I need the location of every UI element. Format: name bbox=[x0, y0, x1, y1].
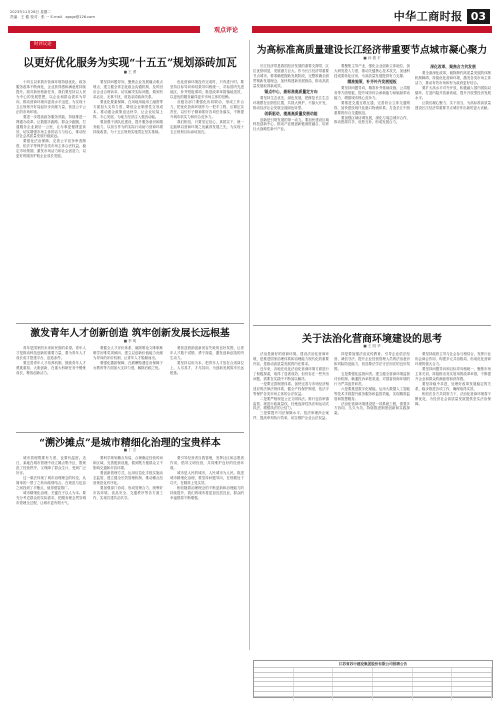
article-5-column-3: 要引导经营者自我管理，发挥社区和志愿者作用，倡导文明经营，共同维护良好的经营环境。 城市是人民的城市，人民城市为人民。推进城市精细化治理，要坚持问题导向，在细微处下功夫，在精准上见实效。 相信随着治理理念的不断更新和治理能力的持续提升，我们的城市将更加宜居宜业，群众的幸福感将不断增强。 bbox=[170, 456, 244, 500]
recruitment-ad bbox=[253, 660, 493, 698]
article-4-column-1: 法治是最好的营商环境。建设法治化营商环境，是推进国家治理体系和治理能力现代化的重要内容，是推动高质量发展的内在要求。 近年来，各地在优化法治化营商环境方面进行了积极探索，取得了显著成效，但仍存在一些突出问题，需要在实践中不断加以解决。 一是要完善制度体系。加快完善与市场经济相适应的法律法规体系，健全产权保护制度，依法平等保护各类市场主体的合法权益。 二是要严格规范公正文明执法。推行包容审慎监管，规范行政裁量权，杜绝选择性执法和运动式执法，增强执法的公信力。 三是要提升司法保障水平。依法审理涉企案件，提高审判执行效率，切实维护企业合法权益。 bbox=[253, 352, 329, 421]
article-3-column-2: 要健全人才评价体系，破除唯论文唯职称唯学历唯奖项倾向，建立以创新价值能力贡献为导向的评价机制，让青年人才脱颖而出。 要强化激励保障，在薪酬待遇住房保障子女教育等方面加大支持力度，解除后顾之忧。 bbox=[93, 346, 163, 370]
article-3-column-3: 要营造鼓励创新宽容失败的良好氛围，让青年人才敢于试错、勇于探索，激发创新创造的内生动力。 要坚持以用为本，把青年人才放在合适岗位上，人尽其才、才尽其用，为创新发展筑牢长远根基。 bbox=[170, 346, 244, 375]
article-2-subhead-4: 深化改革，聚焦合力共发展 bbox=[430, 64, 476, 69]
article-4-author: ■ 王 明 华 bbox=[363, 344, 381, 348]
article-5-author: ■ 丁 言 bbox=[123, 448, 137, 452]
divider-line bbox=[253, 325, 491, 326]
article-3-author: ■ 李 明 bbox=[123, 339, 137, 343]
article-2-column-1: 长江经济带是我国经济发展的重要支撑带，区位优势明显，发展潜力巨大。作为长江经济带重要节点城市，要准确把握新发展阶段，完整准确全面贯彻新发展理念，加快构建新发展格局，推动高质量发展取得新成效。 锚点中心，高标准高质量定方向 要坚持生态优先、绿色发展，把修复长江生态环境摆在压倒性位置，共抓大保护、不搞大开发，推动经济社会发展全面绿色转型。 创新驱动，提高高质量发展动能 创新是引领发展的第一动力。要加快建设区域科技创新中心，推动产业链创新链深度融合，培育壮大战略性新兴产业。 bbox=[253, 64, 329, 132]
article-2-column-3: 深化改革，聚焦合力共发展 要全面深化改革，破除制约高质量发展的体制机制障碍，持续优化营商环境，激发各类市场主体活力，推动有效市场和有为政府更好结合。 要扩大高水平对外开放，积极融入国内国际双循环，打造内陆开放新高地，提升开放型经济发展水平。 让我们凝心聚力、实干担当，为高标准高质量建设长江经济带重要节点城市作出新的更大贡献。 bbox=[415, 64, 491, 110]
article-4-column-3: 要坚持政府主导与社会参与相结合，发挥行业协会商会作用，构建多元共治格局，形成优化营商环境的强大合力。 要坚持问题导向和目标导向相统一，聚焦市场主体关切，持续推出务实管用的改革举措，不断提升企业和群众的满意度和获得感。 要坚持稳中求进，处理好改革发展稳定的关系，稳步推进各项工作，确保取得实效。 相信在各方共同努力下，法治化营商环境将不断优化，为经济社会高质量发展提供坚实法治保障。 bbox=[415, 352, 491, 406]
paper-name: 中华工商时报 bbox=[393, 10, 463, 23]
section-title: 观点评论 bbox=[200, 24, 252, 35]
article-3-title: 激发青年人才创新创造 筑牢创新发展长远根基 bbox=[30, 328, 230, 339]
article-5-column-1: 城市管理既要有力度，也要有温度。近日，某地在城市管理中设立摊点集中区，既规范了经营秩序，又保障了群众生计，受到广泛好评。 这一做法体现了城市治理理念的转变，从简单的一禁了之转向疏堵结合，在规范与包容之间找到了平衡点，值得借鉴推广。 城市精细化治理，关键在于以人为本。要充分考虑群众的实际需求，把服务理念贯穿城市管理全过程，让城市更有烟火气。 bbox=[16, 456, 86, 505]
article-1-column-2: 要坚持问题导向，聚焦企业发展痛点难点堵点，建立健全常态化政企沟通机制，及时回应企业合理诉求，切实解决实际问题，做到有求必应、无事不扰，营造亲清政商关系。 要优化要素保障，在用地用能用工融资等方面加大支持力度，降低企业制度性交易成本，推动惠企政策直达快享，让企业轻装上阵、专心发展，为地方经济注入强劲动能。 要加强干部队伍建设，提升服务意识和服务能力，以担当作为的实际行动助力营商环境持续改善，为十五五规划实施奠定坚实基础。 bbox=[93, 80, 163, 134]
article-5-column-2: 要科学规划摊点布局，合理确定经营时间和区域，完善配套设施，做到既方便群众又不影响交通和市容环境。 要创新管理方式，运用信息化手段实施动态监管，建立健全长效管理机制，推动摊点经营规范化有序化。 要加强部门协同，形成管理合力，统筹好市容环境、食品安全、交通秩序等各方面工作，实现共建共治共享。 bbox=[93, 456, 163, 500]
date-line: 2023年11月28日 星期二 bbox=[10, 10, 51, 14]
article-2-title: 为高标准高质量建设长江经济带重要节点城市凝心聚力 bbox=[256, 45, 488, 56]
article-3-column-1: 青年是国家的未来和民族的希望。青年人才是推动科技创新的重要力量，要为青年人才成长成才搭建平台、创造条件。 要完善青年人才培养机制，鼓励青年人才勇挑重担、大胆创新，在重大科研任务中锻炼成长，释放创新活力。 bbox=[16, 346, 86, 375]
article-4-column-2: 四是要加强法治宣传教育。引导企业依法经营、诚信守法，提升企业经营管理人员的法治意识和风险防范能力，营造尊法学法守法用法的良好氛围。 五是要强化监督问责。建立健全营商环境监督评价机制，畅通投诉举报渠道，对损害营商环境的行为严肃追责问责。 六是要推进数字化赋能。运用大数据人工智能等技术手段提升政务服务和监管效能，实现精准监管和智慧服务。 法治化营商环境建设是一项系统工程，需要多方协同、久久为功，持续推进制度创新和实践探索。 bbox=[334, 352, 410, 416]
article-1-column-3: 优化营商环境没有完成时，只有进行时。要坚持目标导向和结果导向相统一，对标国内先进地区，补齐短板弱项，推进改革举措落地见效，以更优的服务赢得更多市场主体的信赖。 各级各部门要强化协同联动，形成工作合力，把优化营商环境作为一把手工程，压紧压实责任，以钉钉子精神抓好各项任务落实，不断提升城市软实力和综合竞争力。 我们相信，只要坚定信心、真抓实干，就一定能够以营商环境之优赢得发展之先，为实现十五五规划目标添砖加瓦。 bbox=[170, 80, 244, 134]
article-5-title: “溯沙摊点”是城市精细化治理的宝贵样本 bbox=[39, 438, 221, 449]
article-1-title: 以更好优化服务为实现“十五五”规划添砖加瓦 bbox=[23, 57, 237, 69]
editor-line: 责编：王 健 校对：张 一 E-mail：zgsgz@126.com bbox=[10, 15, 95, 19]
article-4-title: 关于法治化营商环境建设的思考 bbox=[302, 334, 442, 345]
article-2-column-2: 要聚焦主导产业，强化企业创新主体地位，加大研发投入力度，推动关键核心技术攻关，加速科技成果转化应用，为高质量发展提供有力支撑。 精准施策，补齐补齐发展短板 要坚持问题导向，精准补齐基础设施、公共服务等方面短板，提升城市综合承载能力和辐射带动能力，增强城市核心竞争力。 要推进交通互联互通，完善综合立体交通网络，加快建设现代化港口物流体系，打造长江中游重要的综合交通枢纽。 要加强区域协调发展，深化与周边城市合作，推动资源共享、优势互补，形成发展合力。 bbox=[334, 64, 410, 125]
article-1-column-1: 十四五以来我市营商环境持续优化，政务服务改革不断深化，企业获得感和满意度持续提升。面对新形势新任务，我们要坚持以人民为中心的发展思想，以企业和群众需求为导向，推动营商环境向更高水平迈进，为实现十五五规划开好局起好步贡献力量，营造公平公正的市场环境。 要进一步提高政务服务效能，持续推进一网通办改革，让数据多跑路、群众少跑腿，打通服务企业最后一公里，让办事更便捷更高效，切实增强市场主体的活力与信心，推动经济社会高质量发展行稳致远。 要强化法治保障，完善公平竞争审查制度，依法平等保护各类市场主体合法权益，稳定市场预期，激发市场活力和社会创造力，以更好的服务护航企业成长发展。 bbox=[16, 80, 86, 159]
article-2-subhead-2: 创新驱动，提高高质量发展动能 bbox=[264, 110, 318, 116]
article-2-author: ■ 孙 德 平 bbox=[363, 56, 381, 60]
divider-line bbox=[16, 323, 244, 324]
article-2-subhead-3: 精准施策，补齐补齐发展短板 bbox=[347, 78, 397, 84]
article-1-author: ■ 王 勇 bbox=[123, 70, 137, 74]
ad-title: 江苏省苏中建设集团股份有限公司招聘公告 bbox=[338, 662, 408, 666]
column-tag: 时评议论 bbox=[30, 41, 56, 49]
page-header-info bbox=[10, 10, 190, 20]
divider-line bbox=[16, 432, 244, 433]
column-divider bbox=[249, 40, 250, 650]
masthead bbox=[394, 8, 490, 24]
page-number: 03 bbox=[467, 9, 490, 24]
article-2-subhead-1: 锚点中心，高标准高质量定方向 bbox=[264, 88, 318, 94]
